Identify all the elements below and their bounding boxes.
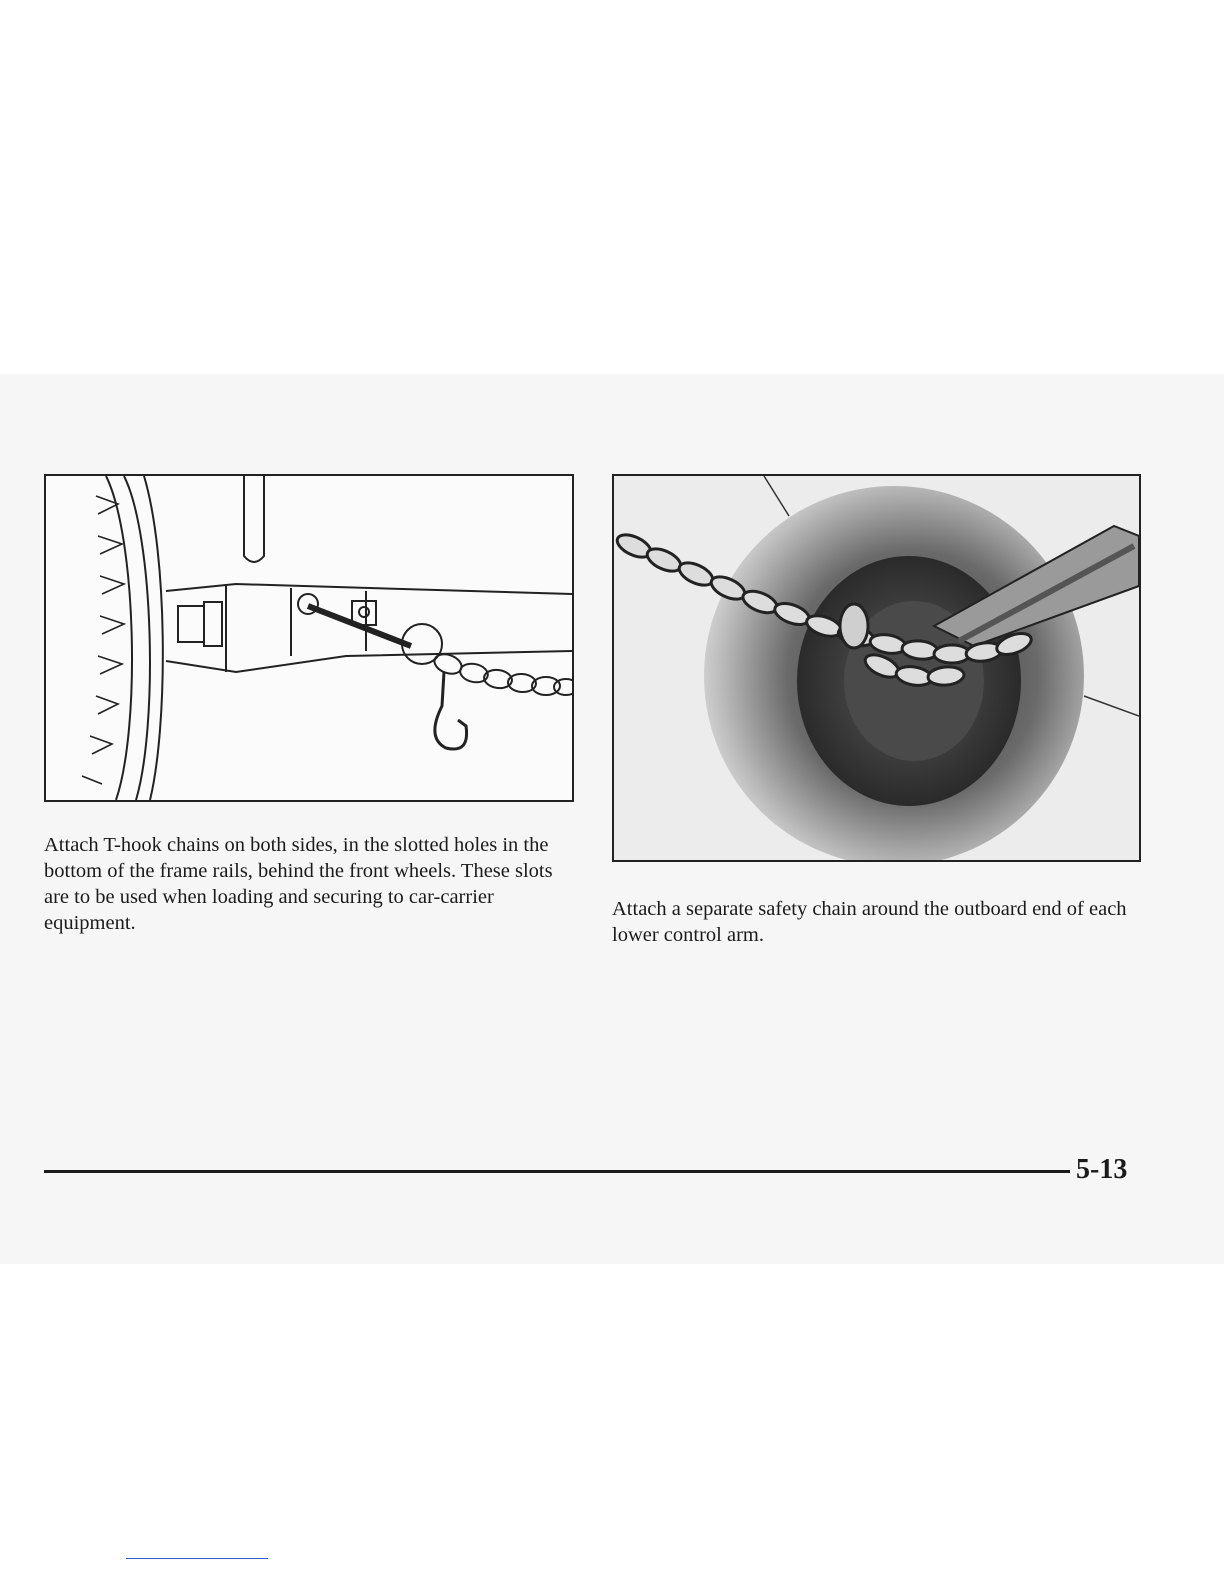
- left-figure-caption: Attach T-hook chains on both sides, in the slotted holes in the bottom of the frame rails, behind the front wheels. These slots are to be used when loading and securing to car-carrier equipment.: [44, 834, 553, 934]
- t-hook-chain-drawing: [46, 476, 572, 800]
- safety-chain-illustration: [612, 474, 1141, 862]
- page-number: 5-13: [1076, 1154, 1128, 1185]
- t-hook-chain-illustration: [44, 474, 574, 802]
- footer-rule: [44, 1170, 1070, 1173]
- safety-chain-drawing: [614, 476, 1139, 860]
- bottom-link-underline[interactable]: [126, 1558, 268, 1559]
- right-figure-caption: Attach a separate safety chain around the outboard end of each lower control arm.: [612, 898, 1127, 946]
